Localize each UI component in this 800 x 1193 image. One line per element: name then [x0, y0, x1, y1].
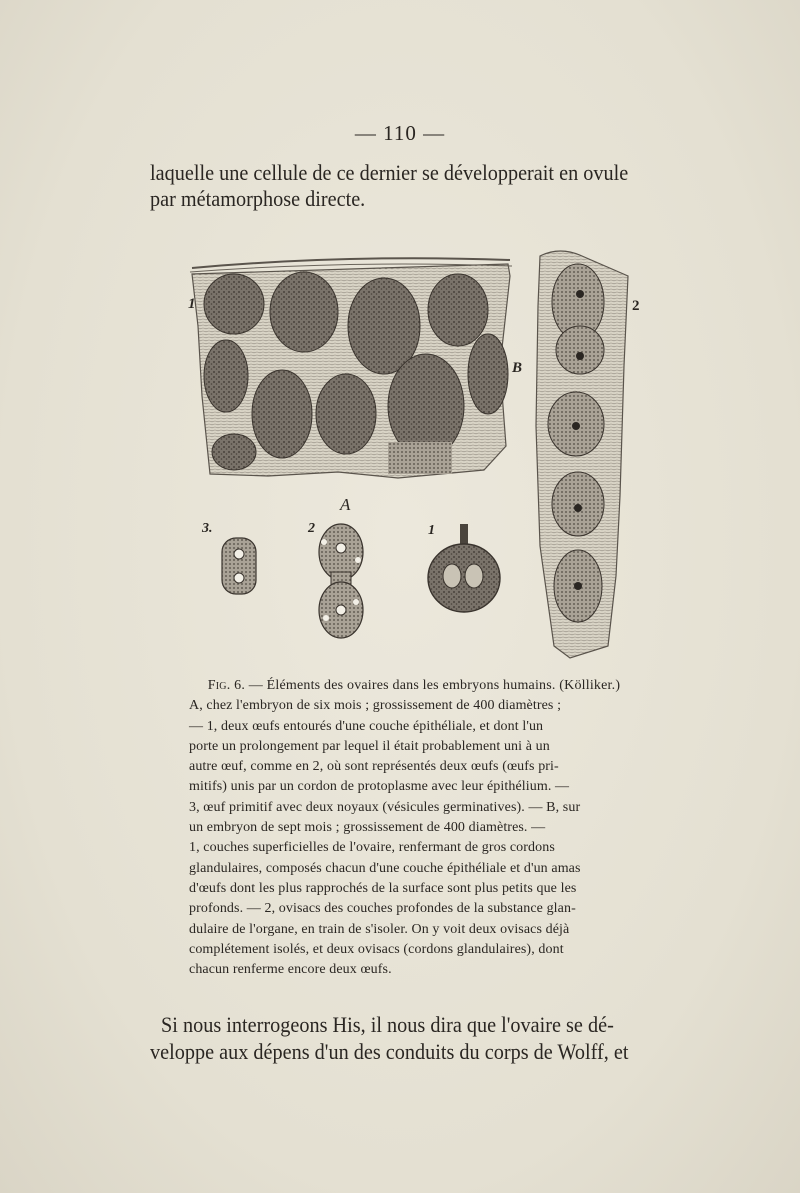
- caption-line: 1, couches superficielles de l'ovaire, renfermant de gros cordons: [189, 840, 555, 856]
- caption-line: A, chez l'embryon de six mois ; grossissement de 400 diamètres ;: [189, 698, 562, 714]
- intro-paragraph: [150, 160, 647, 212]
- closing-line: Si nous interrogeons His, il nous dira que l'ovaire se dé-: [161, 1012, 614, 1037]
- panel-b1-drawing: [190, 258, 512, 478]
- intro-line: laquelle une cellule de ce dernier se développerait en ovule: [150, 160, 629, 185]
- figure-illustration: [188, 246, 640, 666]
- label-a2: 2: [308, 521, 315, 536]
- caption-line: dulaire de l'organe, en train de s'isoler. On y voit deux ovisacs déjà: [189, 921, 570, 937]
- figure-number: Fig. 6.: [207, 678, 246, 693]
- caption-line: porte un prolongement par lequel il était probablement uni à un: [189, 738, 550, 754]
- caption-line: d'œufs dont les plus rapprochés de la surface sont plus petits que les: [189, 880, 577, 896]
- caption-line: — 1, deux œufs entourés d'une couche épithéliale, et dont l'un: [189, 718, 544, 734]
- label-a: A: [340, 495, 351, 514]
- label-b: B: [512, 360, 523, 376]
- caption-body: [175, 696, 653, 980]
- caption-line: profonds. — 2, ovisacs des couches profondes de la substance glan-: [189, 901, 576, 917]
- intro-line: par métamorphose directe.: [150, 186, 366, 211]
- panel-a1-drawing: [428, 524, 500, 612]
- caption-line: un embryon de sept mois ; grossissement de 400 diamètres. —: [189, 820, 546, 836]
- panel-a3-drawing: [222, 538, 256, 594]
- engraving-svg: [188, 246, 640, 666]
- caption-line: autre œuf, comme en 2, où sont représentés deux œufs (œufs pri-: [189, 759, 559, 775]
- label-a1: 1: [428, 523, 435, 538]
- caption-heading: [175, 676, 653, 696]
- caption-title: — Éléments des ovaires dans les embryons humains. (Kölliker.): [245, 678, 621, 693]
- figure-caption: [175, 676, 653, 980]
- caption-line: glandulaires, composés chacun d'une couche épithéliale et d'un amas: [189, 860, 581, 876]
- label-b2: 2: [632, 298, 640, 314]
- closing-paragraph: [150, 1011, 688, 1065]
- caption-line: complétement isolés, et deux ovisacs (cordons glandulaires), dont: [189, 941, 564, 957]
- caption-line: 3, œuf primitif avec deux noyaux (vésicules germinatives). — B, sur: [189, 799, 581, 815]
- caption-line: chacun renferme encore deux œufs.: [189, 962, 392, 978]
- label-a3: 3.: [202, 521, 213, 536]
- caption-line: mitifs) unis par un cordon de protoplasme avec leur épithélium. —: [189, 779, 570, 795]
- page-number: — 110 —: [354, 121, 446, 145]
- panel-b2-drawing: [536, 251, 628, 658]
- panel-a2-drawing: [319, 524, 363, 638]
- closing-line: veloppe aux dépens d'un des conduits du corps de Wolff, et: [150, 1039, 629, 1064]
- label-b1: 1: [188, 296, 196, 312]
